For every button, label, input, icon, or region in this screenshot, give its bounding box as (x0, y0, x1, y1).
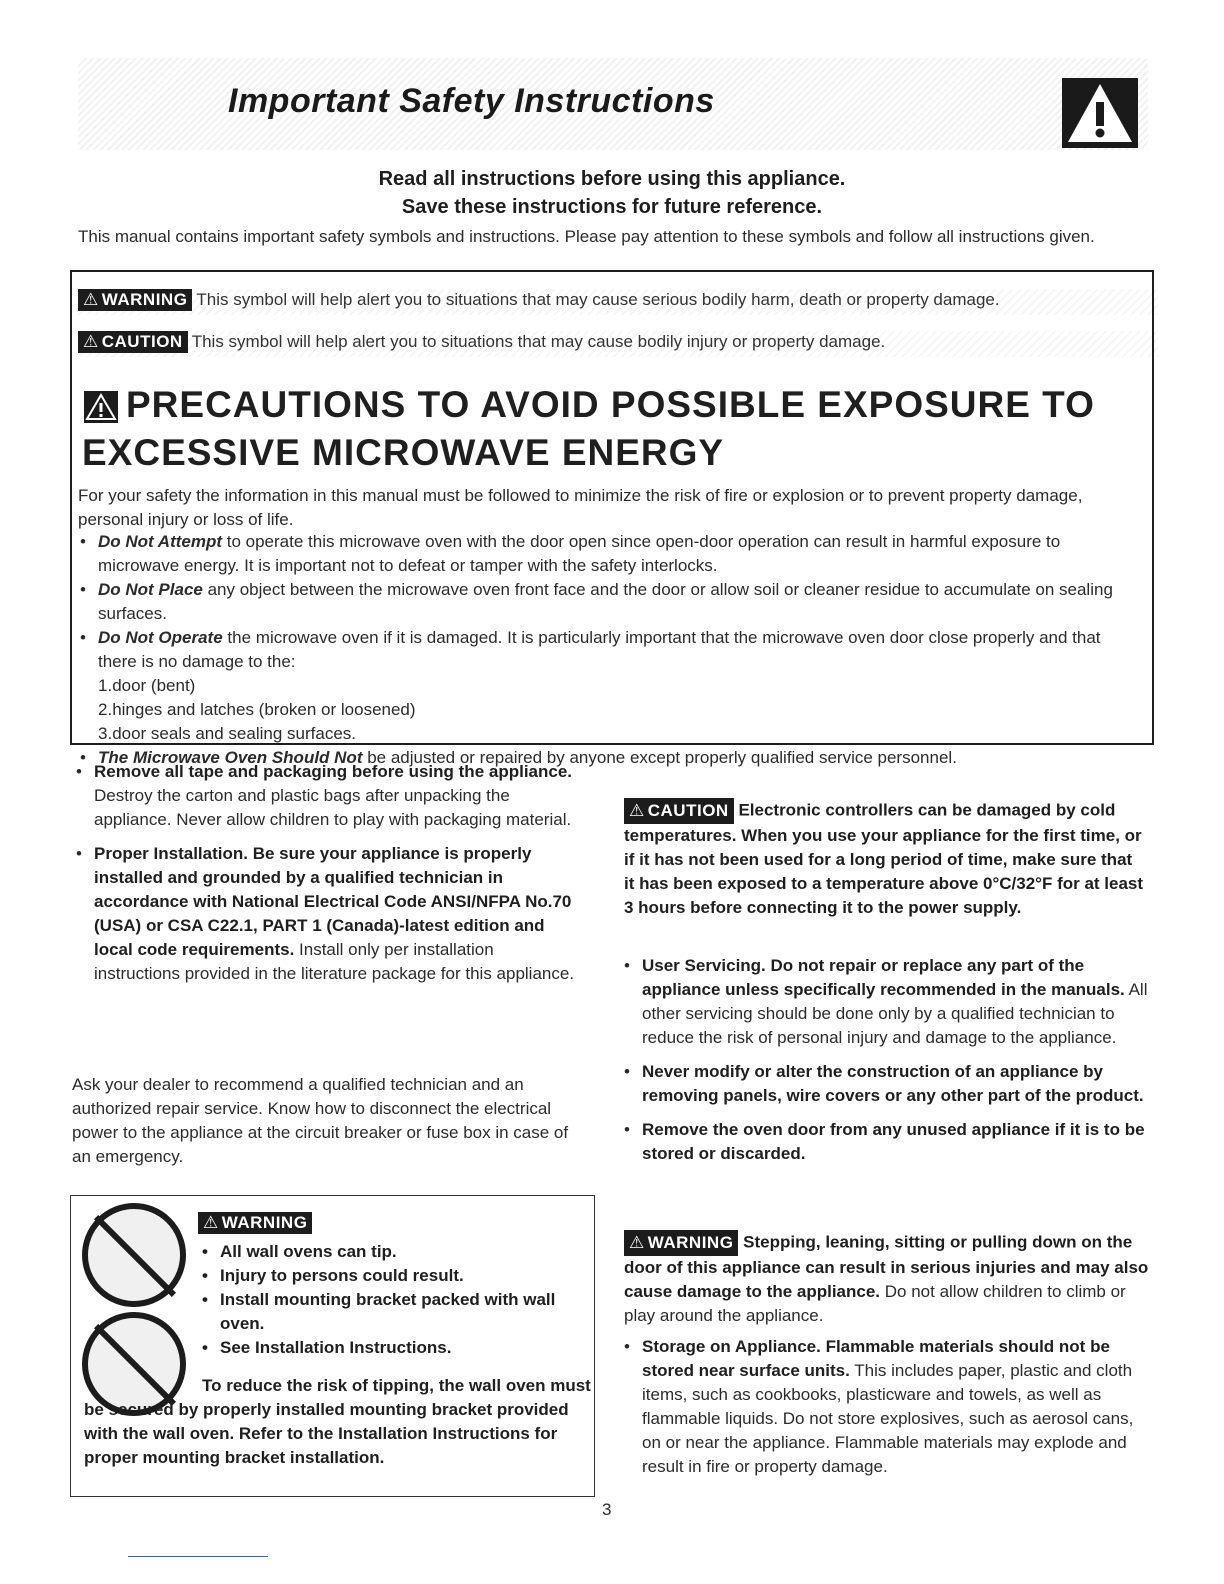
item-lead: The Microwave Oven Should Not (98, 748, 363, 767)
warning-label: WARNING (101, 290, 188, 309)
warning-tag (198, 1212, 312, 1234)
damage-list (98, 674, 1142, 746)
warning-label: WARNING (647, 1233, 734, 1252)
safety-alert-icon (1062, 78, 1138, 148)
list-item: • Injury to persons could result. (202, 1264, 587, 1288)
left-column-list (76, 760, 576, 986)
precautions-title-line2: EXCESSIVE MICROWAVE ENERGY (82, 432, 725, 473)
storage-list (624, 1335, 1149, 1479)
damage-text: hinges and latches (broken or loosened) (112, 700, 416, 719)
list-item (624, 1118, 1149, 1166)
damage-num: 2. (98, 700, 113, 719)
list-item (624, 954, 1149, 1050)
warning-bold: Stepping, leaning, sitting or pulling down on the door of this appliance can result in serious injuries and may also cause damage to the appliance. (624, 1232, 1149, 1301)
item-lead: Do Not Operate (98, 628, 223, 647)
subtitle-read: Read all instructions before using this appliance. (378, 168, 846, 190)
item-bold: User Servicing. Do not repair or replace any part of the appliance unless specifically recommended in the manuals. (642, 956, 1125, 999)
item-text: Destroy the carton and plastic bags after unpacking the appliance. Never allow children to play with packaging material. (94, 786, 572, 829)
list-item (80, 530, 1142, 578)
dealer-paragraph: Ask your dealer to recommend a qualified technician and an authorized repair service. Know how to disconnect the electrical power to the appliance at the circuit breaker or fuse box in case of an emergency. (72, 1075, 569, 1166)
item-text: This includes paper, plastic and cloth items, such as cookbooks, plasticware and towels, as well as flammable liquids. Do not store explosives, such as aerosol cans, on or near the appliance. Flammable materials may explode and result in fire or property damage. (642, 1361, 1134, 1476)
item-bold: Remove all tape and packaging before using the appliance. (94, 762, 573, 781)
caution-tag (624, 798, 734, 824)
warning-box-tag (198, 1212, 312, 1234)
intro-text: This manual contains important safety symbols and instructions. Please pay attention to these symbols and follow all instructions given. (78, 227, 1095, 246)
item-text: any object between the microwave oven front face and the door or allow soil or cleaner residue to accumulate on sealing surfaces. (98, 580, 1113, 623)
item-bold: Proper Installation. Be sure your appliance is properly installed and grounded by a qualified technician in accordance with National Electrical Code ANSI/NFPA No.70 (USA) or CSA C22.1, PART 1 (Canada)-latest edition and local code requirements. (94, 844, 572, 959)
alert-triangle-icon: ⚠ (203, 1213, 219, 1232)
alert-triangle-icon: ⚠ (83, 332, 99, 351)
list-item: • All wall ovens can tip. (202, 1240, 587, 1264)
subtitle-save: Save these instructions for future reference. (401, 196, 823, 218)
warning-text: Do not allow children to climb or play around the appliance. (624, 1282, 1126, 1325)
damage-text: door seals and sealing surfaces. (112, 724, 356, 743)
list-item (80, 626, 1142, 746)
item-lead: Do Not Attempt (98, 532, 223, 551)
page-number: 3 (602, 1500, 612, 1519)
footer-rule (128, 1556, 268, 1557)
item-bold: Remove the oven door from any unused appliance if it is to be stored or discarded. (642, 1120, 1145, 1163)
list-item (624, 1335, 1149, 1479)
list-item (76, 842, 576, 986)
damage-num: 1. (98, 676, 113, 695)
warning-box-closing: To reduce the risk of tipping, the wall oven must be secured by properly installed mounting bracket provided with the wall oven. Refer to the Installation Instructions for proper mounting bracket installation. (84, 1376, 591, 1467)
list-item (80, 578, 1142, 626)
caution-description: This symbol will help alert you to situations that may cause bodily injury or property damage. (191, 332, 886, 351)
item-text: All other servicing should be done only by a qualified technician to reduce the risk of personal injury and damage to the appliance. (642, 980, 1148, 1047)
list-item (76, 760, 576, 832)
caution-label: CAUTION (101, 332, 183, 351)
alert-triangle-icon: ⚠ (629, 801, 645, 820)
list-item: • See Installation Instructions. (202, 1336, 587, 1360)
item-text: the microwave oven if it is damaged. It is particularly important that the microwave oven door close properly and that there is no damage to the: (98, 628, 1101, 671)
precautions-list (80, 530, 1142, 770)
warning-description: This symbol will help alert you to situations that may cause serious bodily harm, death or property damage. (196, 290, 1000, 309)
item-bold: Never modify or alter the construction of an appliance by removing panels, wire covers or any other part of the product. (642, 1062, 1144, 1105)
alert-triangle-icon: ⚠ (629, 1233, 645, 1252)
item-text: to operate this microwave oven with the door open since open-door operation can result in harmful exposure to microwave energy. It is important not to defeat or tamper with the safety interlocks. (98, 532, 1061, 575)
damage-item (98, 722, 1142, 746)
caution-label: CAUTION (647, 801, 729, 820)
alert-square-icon (84, 391, 118, 423)
warning-box-bullets (202, 1240, 587, 1360)
damage-item (98, 698, 1142, 722)
item-text: be adjusted or repaired by anyone except properly qualified service personnel. (367, 748, 957, 767)
door-warning (624, 1230, 1149, 1328)
damage-text: door (bent) (112, 676, 196, 695)
damage-num: 3. (98, 724, 113, 743)
caution-text: Electronic controllers can be damaged by cold temperatures. When you use your appliance for the first time, or if it has not been used for a long period of time, make sure that it has been exposed to a temperature above 0°C/32°F for at least 3 hours before connecting it to the power supply. (624, 800, 1144, 917)
right-column-list (624, 954, 1149, 1166)
item-bold: Storage on Appliance. Flammable materials should not be stored near surface units. (642, 1337, 1110, 1380)
page-title: Important Safety Instructions (228, 82, 715, 120)
precautions-title-line1: PRECAUTIONS TO AVOID POSSIBLE EXPOSURE TO (126, 384, 1095, 425)
damage-item (98, 674, 1142, 698)
item-lead: Do Not Place (98, 580, 203, 599)
item-text: Install only per installation instructions provided in the literature package for this appliance. (94, 940, 575, 983)
controllers-caution (624, 798, 1144, 920)
warning-label: WARNING (221, 1213, 308, 1232)
list-item (624, 1060, 1149, 1108)
alert-triangle-icon: ⚠ (83, 290, 99, 309)
warning-tag (624, 1230, 738, 1256)
list-item: • Install mounting bracket packed with wall oven. (202, 1288, 587, 1336)
oven-tip-hazard-icon (82, 1203, 186, 1307)
precautions-intro: For your safety the information in this manual must be followed to minimize the risk of fire or explosion or to prevent property damage, personal injury or loss of life. (78, 486, 1083, 529)
